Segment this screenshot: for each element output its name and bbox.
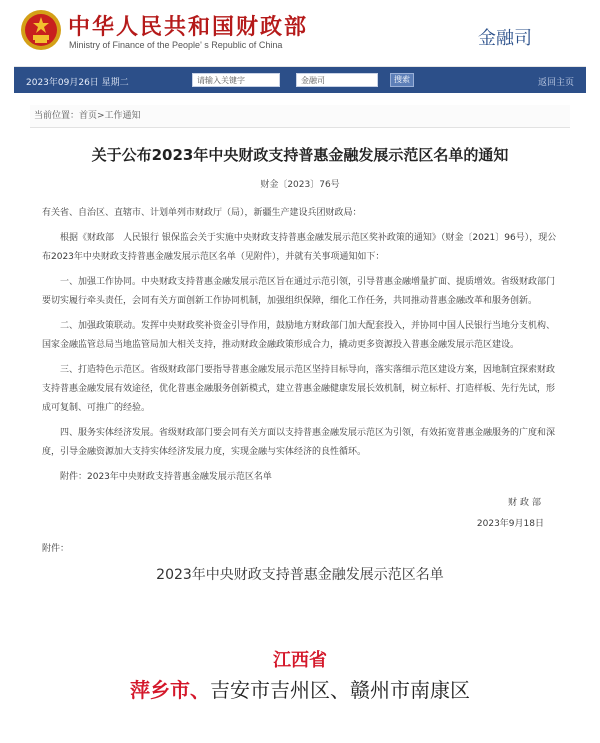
paragraph: 根据《财政部 人民银行 银保监会关于实施中央财政支持普惠金融发展示范区奖补政策的通知》（财金〔2021〕96号），现公布2023年中央财政支持普惠金融发展示范区名单（见附件），并就有关事项通知如下：: [42, 233, 557, 262]
notice-document: [14, 144, 586, 529]
return-home-link[interactable]: 返回主页: [537, 78, 574, 88]
attachment-reference: 附件：2023年中央财政支持普惠金融发展示范区名单: [60, 472, 272, 482]
paragraph: 三、打造特色示范区。省级财政部门要指导普惠金融发展示范区坚持目标导向，落实落细示范区建设方案，因地制宜探索财政支持普惠金融发展有效途径，优化普惠金融服务创新模式，建立普惠金融健康发展长效机制，树立标杆、打造样板、先行先试，形成可复制、可推广的经验。: [42, 365, 556, 413]
other-cities: 吉安市吉州区、赣州市南康区: [210, 678, 470, 702]
site-header: [14, 0, 586, 67]
search-input[interactable]: 请输入关键字: [192, 73, 280, 87]
addressee: 有关省、自治区、直辖市、计划单列市财政厅（局），新疆生产建设兵团财政局：: [42, 208, 362, 218]
signature-org: 财政部: [507, 498, 544, 508]
signature-block: [42, 495, 558, 529]
breadcrumb[interactable]: 当前位置：首页>工作通知: [30, 105, 570, 128]
paragraph: 一、加强工作协同。中央财政支持普惠金融发展示范区旨在通过示范引领，引导普惠金融增量扩面、提质增效。省级财政部门要切实履行牵头责任，会同有关方面创新工作协同机制，加强组织保障，细化工作任务，共同推动普惠金融改革和服务创新。: [42, 277, 556, 306]
site-title[interactable]: 中华人民共和国财政部: [68, 15, 309, 40]
attachment-label: 附件：: [42, 544, 70, 554]
document-title: 关于公布2023年中央财政支持普惠金融发展示范区名单的通知: [91, 146, 509, 164]
site-subtitle: Ministry of Finance of the People' s Republic of China: [69, 40, 283, 50]
document-body: [42, 204, 558, 487]
province-heading: 江西省: [273, 650, 327, 671]
search-button[interactable]: 搜索: [390, 73, 414, 87]
paragraph: 四、服务实体经济发展。省级财政部门要会同有关方面以支持普惠金融发展示范区为引领，有效拓宽普惠金融服务的广度和深度，引导金融资源加大支持实体经济发展力度，实现金融与实体经济的良性循环。: [42, 428, 556, 457]
highlight-city: 萍乡市、: [130, 678, 210, 702]
department-name[interactable]: 金融司: [478, 28, 532, 49]
document-number: 财金〔2023〕76号: [260, 180, 340, 190]
demonstration-zones: [0, 674, 600, 703]
signature-date: 2023年9月18日: [476, 519, 544, 529]
list-title: 2023年中央财政支持普惠金融发展示范区名单: [156, 567, 444, 583]
current-date: 2023年09月26日 星期二: [26, 78, 129, 88]
top-navbar: [14, 67, 586, 93]
search-scope-select[interactable]: 金融司: [296, 73, 378, 87]
national-emblem-icon[interactable]: [20, 8, 62, 52]
webpage-screenshot: [14, 0, 586, 590]
paragraph: 二、加强政策联动。发挥中央财政奖补资金引导作用，鼓励地方财政部门加大配套投入，并协同中国人民银行当地分支机构、国家金融监管总局当地监管局加大相关支持，推动财政金融政策形成合力，撬动更多资源投入普惠金融发展示范区建设。: [42, 321, 556, 350]
